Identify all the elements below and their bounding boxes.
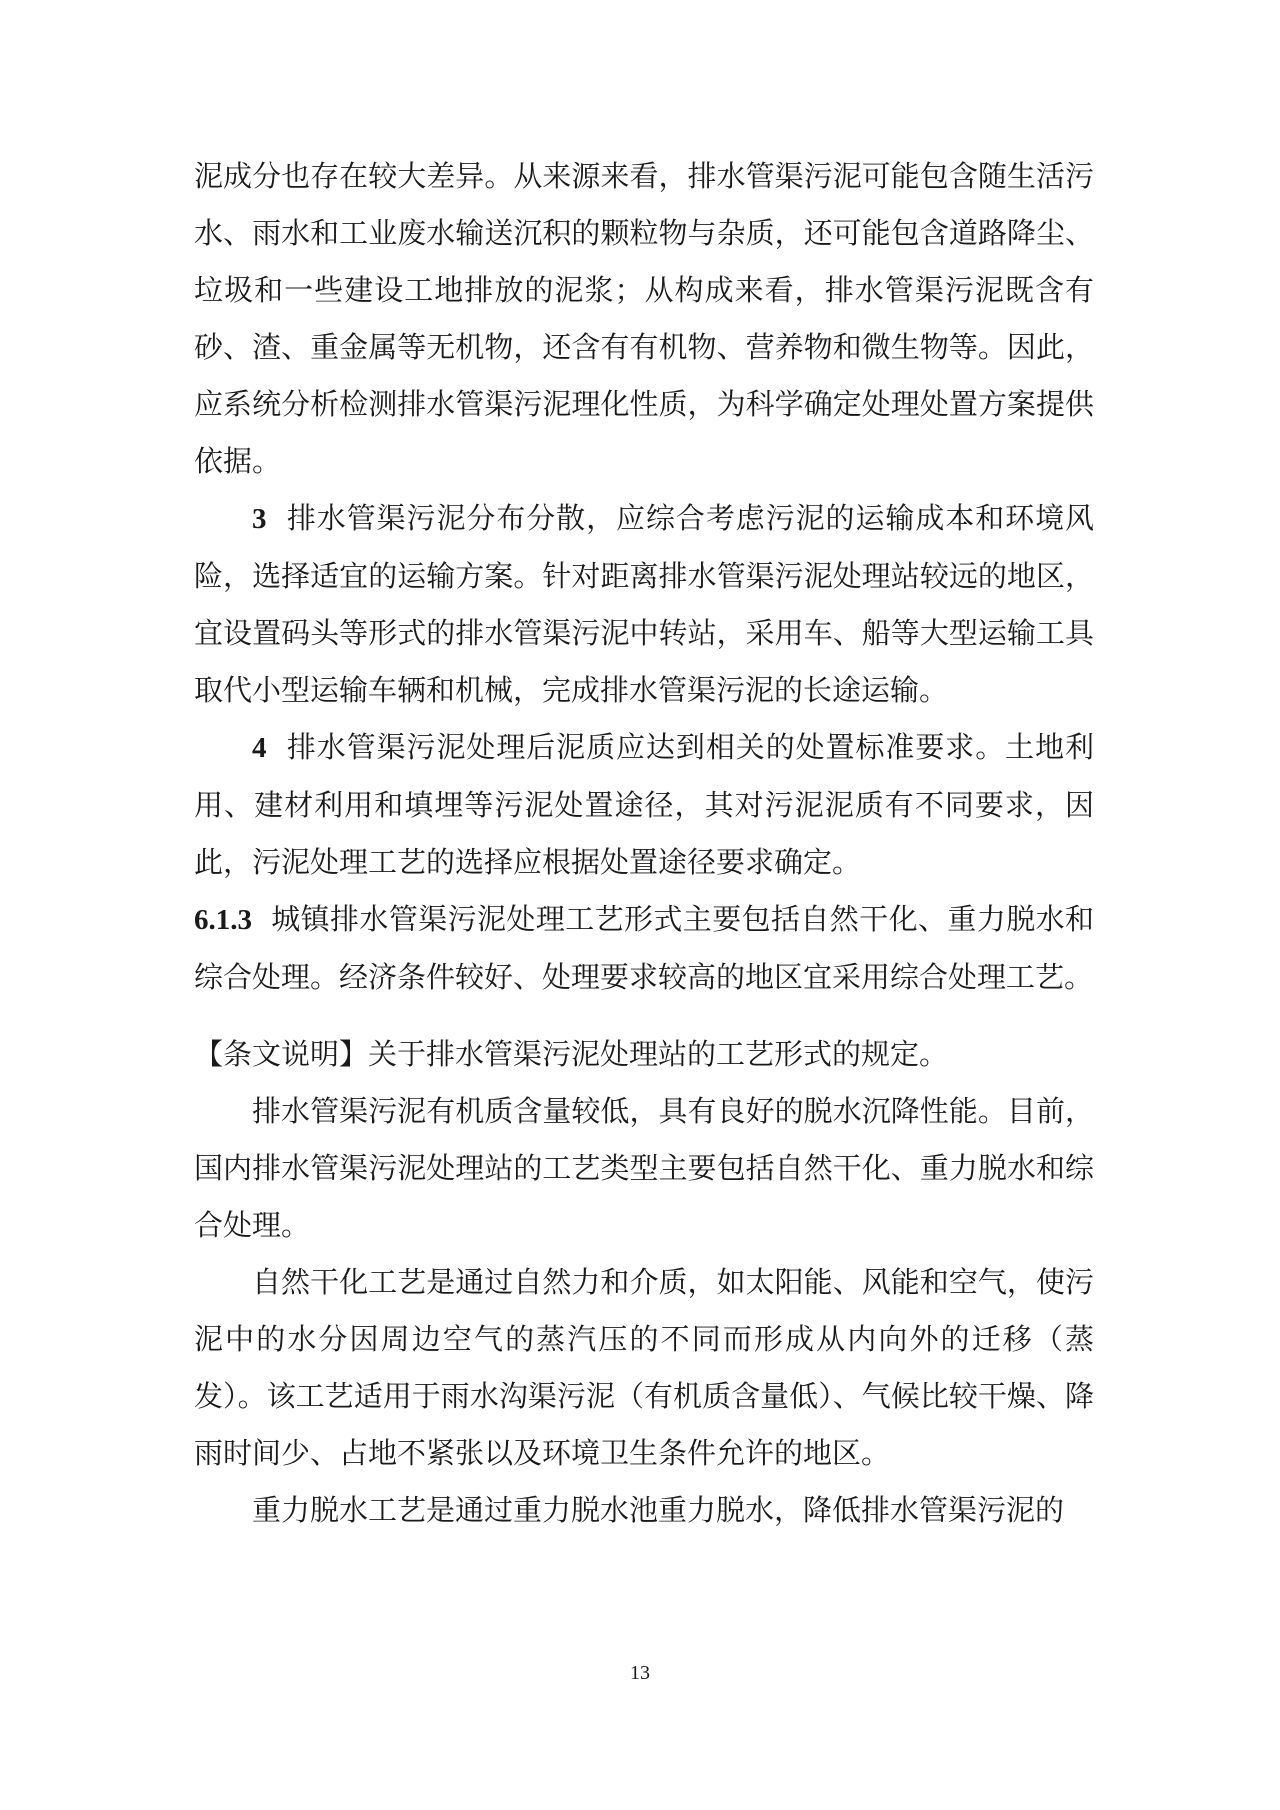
explanation-paragraph: 自然干化工艺是通过自然力和介质，如太阳能、风能和空气，使污泥中的水分因周边空气的蒸汽压的不同而形成从内向外的迁移（蒸发）。该工艺适用于雨水沟渠污泥（有机质含量低）、气候比较干燥、降雨时间少、占地不紧张以及环境卫生条件允许的地区。 (194, 1265, 1094, 1470)
paragraph-continued: 泥成分也存在较大差异。从来源来看，排水管渠污泥可能包含随生活污水、雨水和工业废水输送沉积的颗粒物与杂质，还可能包含道路降尘、垃圾和一些建设工地排放的泥浆；从构成来看，排水管渠污泥既含有砂、渣、重金属等无机物，还含有有机物、营养物和微生物等。因此，应系统分析检测排水管渠污泥理化性质，为科学确定处理处置方案提供依据。 (194, 159, 1094, 478)
paragraph-item-4 (194, 719, 1094, 891)
explanation-paragraph: 重力脱水工艺是通过重力脱水池重力脱水，降低排水管渠污泥的 (252, 1493, 1065, 1527)
clause-6-1-3 (194, 891, 1094, 1006)
item-text: 排水管渠污泥处理后泥质应达到相关的处置标准要求。土地利用、建材利用和填埋等污泥处置途径，其对污泥泥质有不同要求，因此，污泥处理工艺的选择应根据处置途径要求确定。 (194, 730, 1095, 879)
clause-text: 城镇排水管渠污泥处理工艺形式主要包括自然干化、重力脱水和综合处理。经济条件较好、处理要求较高的地区宜采用综合处理工艺。 (194, 902, 1094, 994)
paragraph-item-3 (194, 490, 1094, 719)
body-text (194, 148, 1094, 1539)
item-number: 4 (252, 732, 267, 764)
page-number: 13 (630, 1662, 650, 1684)
explanation-paragraph: 排水管渠污泥有机质含量较低，具有良好的脱水沉降性能。目前，国内排水管渠污泥处理站的工艺类型主要包括自然干化、重力脱水和综合处理。 (194, 1094, 1094, 1242)
clause-number: 6.1.3 (194, 904, 252, 936)
item-text: 排水管渠污泥分布分散，应综合考虑污泥的运输成本和环境风险，选择适宜的运输方案。针对距离排水管渠污泥处理站较远的地区，宜设置码头等形式的排水管渠污泥中转站，采用车、船等大型运输工具取代小型运输车辆和机械，完成排水管渠污泥的长途运输。 (194, 501, 1095, 707)
item-number: 3 (252, 503, 267, 535)
explanation-heading: 【条文说明】关于排水管渠污泥处理站的工艺形式的规定。 (194, 1037, 949, 1071)
